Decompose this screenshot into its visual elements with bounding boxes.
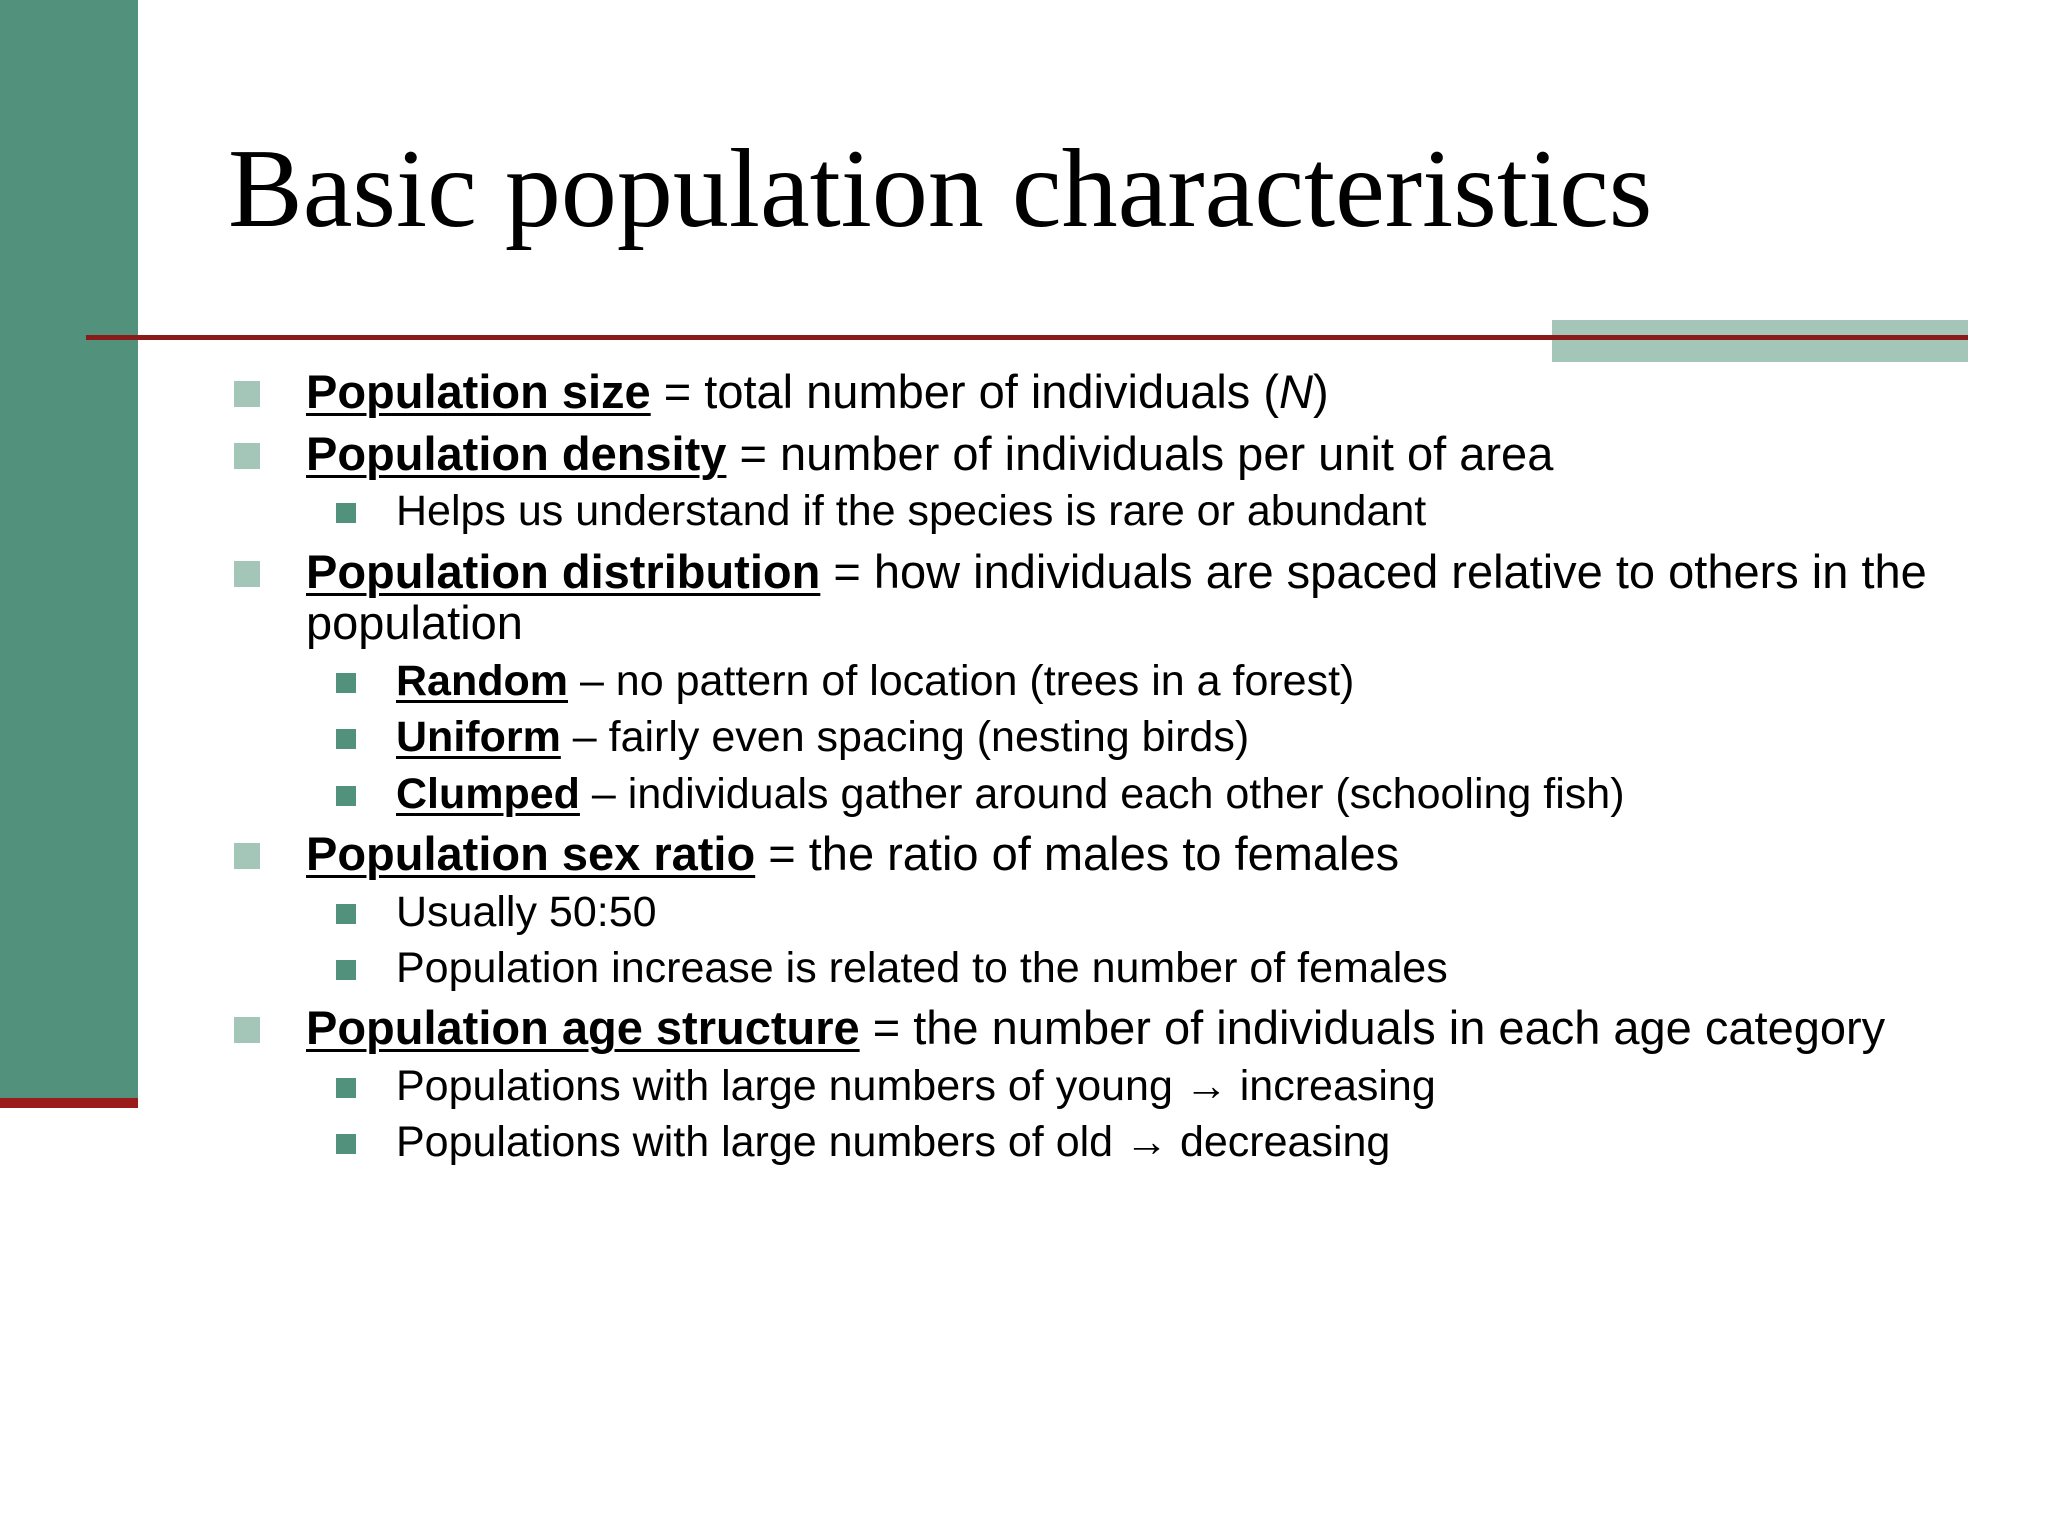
sub-bullet-text: Populations with large numbers of old → decreasing <box>396 1118 1391 1167</box>
bullet-population-sex-ratio <box>228 828 1948 880</box>
definition-text: = how individuals are spaced relative to others in the population <box>306 544 1927 650</box>
sub-bullet-text: Usually 50:50 <box>396 887 657 936</box>
bullet-marker <box>234 1017 260 1043</box>
bullet-population-density <box>228 428 1948 480</box>
sub-bullet-uniform <box>228 714 1948 761</box>
term-population-distribution: Population distribution <box>306 544 821 598</box>
term-population-age-structure: Population age structure <box>306 1001 860 1055</box>
sub-bullet-marker <box>336 673 356 693</box>
slide-title: Basic population characteristics <box>228 127 1653 251</box>
bullet-population-size <box>228 366 1948 418</box>
sub-bullet-clumped <box>228 771 1948 818</box>
sub-bullet-density-note <box>228 488 1948 535</box>
left-decorative-band <box>0 0 138 1098</box>
bullet-marker <box>234 843 260 869</box>
bullet-marker <box>234 443 260 469</box>
term-uniform: Uniform <box>396 713 561 762</box>
sub-bullet-old-decreasing <box>228 1119 1948 1166</box>
sub-bullet-marker <box>336 904 356 924</box>
symbol-n: N <box>1279 365 1313 418</box>
definition-text: = the ratio of males to females <box>755 826 1400 880</box>
sub-bullet-text: Population increase is related to the number of females <box>396 943 1448 992</box>
sub-bullet-marker <box>336 960 356 980</box>
bullet-marker <box>234 561 260 587</box>
term-clumped: Clumped <box>396 769 580 818</box>
accent-bar <box>1552 320 1968 362</box>
definition-text: = the number of individuals in each age category <box>859 1001 1886 1055</box>
bullet-marker <box>234 381 260 407</box>
sub-bullet-text: – no pattern of location (trees in a forest) <box>568 657 1355 706</box>
sub-bullet-marker <box>336 729 356 749</box>
left-band-rule <box>0 1098 138 1108</box>
sub-bullet-marker <box>336 1134 356 1154</box>
term-random: Random <box>396 657 568 706</box>
definition-text: = total number of individuals ( <box>650 365 1280 418</box>
sub-bullet-marker <box>336 1078 356 1098</box>
sub-bullet-marker <box>336 503 356 523</box>
sub-bullet-population-increase <box>228 945 1948 992</box>
sub-bullet-text: – individuals gather around each other (schooling fish) <box>579 769 1625 818</box>
definition-close: ) <box>1312 365 1329 418</box>
title-rule <box>86 335 1968 340</box>
sub-bullet-young-increasing <box>228 1063 1948 1110</box>
bullet-population-age-structure <box>228 1002 1948 1054</box>
term-population-density: Population density <box>306 426 727 480</box>
definition-text: = number of individuals per unit of area <box>726 426 1554 480</box>
sub-bullet-text: – fairly even spacing (nesting birds) <box>560 713 1250 762</box>
term-population-sex-ratio: Population sex ratio <box>306 826 756 880</box>
sub-bullet-random <box>228 658 1948 705</box>
sub-bullet-text: Populations with large numbers of young → increasing <box>396 1061 1436 1110</box>
bullet-population-distribution <box>228 546 1948 649</box>
sub-bullet-text: Helps us understand if the species is rare or abundant <box>396 487 1427 536</box>
bullet-list <box>228 366 1948 1167</box>
sub-bullet-marker <box>336 786 356 806</box>
sub-bullet-usually-50-50 <box>228 889 1948 936</box>
term-population-size: Population size <box>306 365 651 418</box>
